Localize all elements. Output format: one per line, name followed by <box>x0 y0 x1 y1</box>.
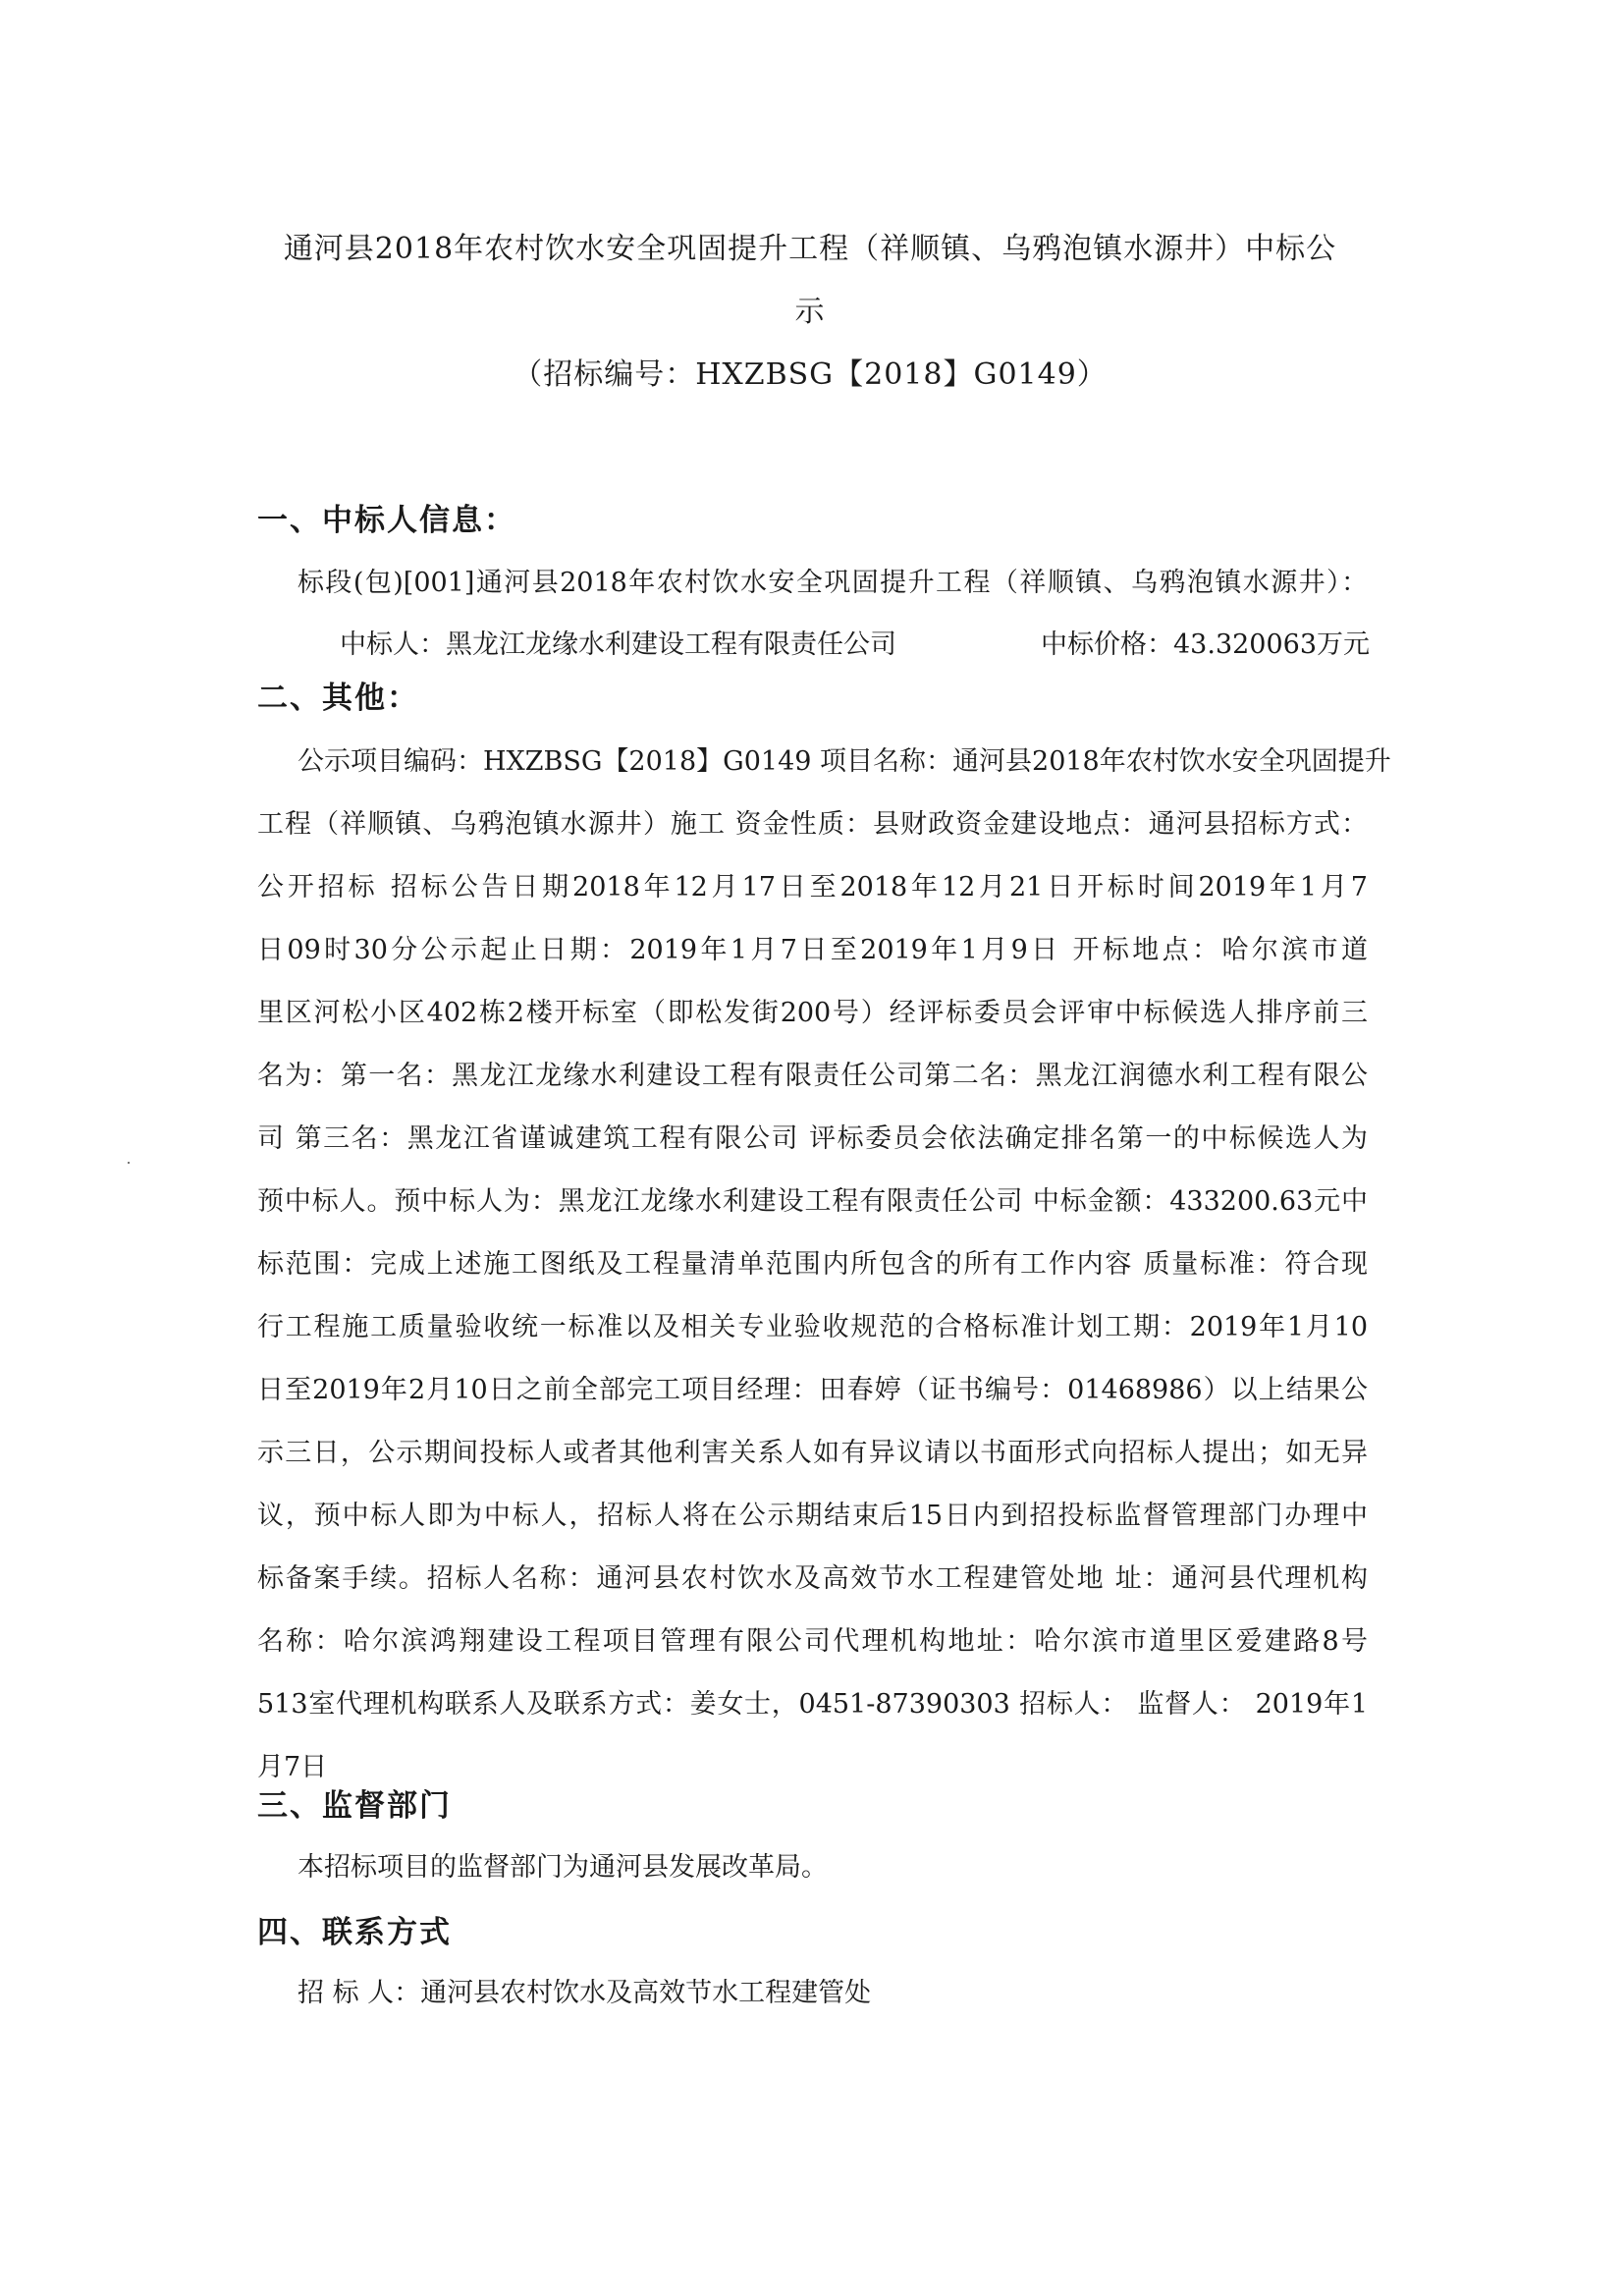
section-heading-other: 二、其他： <box>257 681 419 716</box>
body-paragraph-line: 公开招标 招标公告日期2018年12月17日至2018年12月21日开标时间2019年1月7 <box>257 872 1368 902</box>
body-paragraph-line: 公示项目编码：HXZBSG【2018】G0149 项目名称：通河县2018年农村饮水安全巩固提升 <box>298 746 1391 777</box>
section-heading-supervision: 三、监督部门 <box>257 1788 452 1824</box>
winning-bidder: 中标人：黑龙江龙缘水利建设工程有限责任公司 <box>340 629 896 660</box>
body-paragraph-line: 里区河松小区402栋2楼开标室（即松发街200号）经评标委员会评审中标候选人排序前三 <box>257 998 1368 1028</box>
body-paragraph-line: 名为：第一名：黑龙江龙缘水利建设工程有限责任公司第二名：黑龙江润德水利工程有限公 <box>257 1061 1368 1091</box>
tenderer-contact: 招 标 人：通河县农村饮水及高效节水工程建管处 <box>298 1978 872 2008</box>
body-paragraph-line: 司 第三名：黑龙江省谨诚建筑工程有限公司 评标委员会依法确定排名第一的中标候选人为 <box>257 1123 1368 1154</box>
body-paragraph-line: 513室代理机构联系人及联系方式：姜女士，0451-87390303 招标人： 监督人： 2019年1 <box>257 1689 1368 1720</box>
lot-description: 标段(包)[001]通河县2018年农村饮水安全巩固提升工程（祥顺镇、乌鸦泡镇水源井）： <box>298 568 1368 598</box>
body-paragraph-line: 日09时30分公示起止日期：2019年1月7日至2019年1月9日 开标地点：哈尔滨市道 <box>257 935 1368 965</box>
body-paragraph-line: 示三日，公示期间投标人或者其他利害关系人如有异议请以书面形式向招标人提出；如无异 <box>257 1438 1368 1468</box>
body-paragraph-line: 月7日 <box>257 1752 328 1782</box>
tender-number: （招标编号：HXZBSG【2018】G0149） <box>513 357 1108 392</box>
body-paragraph-line: 名称：哈尔滨鸿翔建设工程项目管理有限公司代理机构地址：哈尔滨市道里区爱建路8号 <box>257 1626 1368 1657</box>
document-title-line-2: 示 <box>794 295 826 329</box>
section-heading-winner-info: 一、中标人信息： <box>257 503 516 538</box>
body-paragraph-line: 标备案手续。招标人名称：通河县农村饮水及高效节水工程建管处地 址：通河县代理机构 <box>257 1563 1368 1594</box>
scan-speck <box>128 1162 130 1164</box>
winning-price: 中标价格：43.320063万元 <box>1041 629 1371 660</box>
section-heading-contact: 四、联系方式 <box>257 1915 452 1950</box>
body-paragraph-line: 预中标人。预中标人为：黑龙江龙缘水利建设工程有限责任公司 中标金额：433200.63元中 <box>257 1186 1368 1217</box>
supervision-department: 本招标项目的监督部门为通河县发展改革局。 <box>298 1852 828 1883</box>
body-paragraph-line: 行工程施工质量验收统一标准以及相关专业验收规范的合格标准计划工期：2019年1月10 <box>257 1312 1368 1342</box>
body-paragraph-line: 工程（祥顺镇、乌鸦泡镇水源井）施工 资金性质：县财政资金建设地点：通河县招标方式： <box>257 809 1368 840</box>
document-title-line-1: 通河县2018年农村饮水安全巩固提升工程（祥顺镇、乌鸦泡镇水源井）中标公 <box>283 232 1337 266</box>
body-paragraph-line: 议，预中标人即为中标人，招标人将在公示期结束后15日内到招投标监督管理部门办理中 <box>257 1501 1368 1531</box>
body-paragraph-line: 标范围：完成上述施工图纸及工程量清单范围内所包含的所有工作内容 质量标准：符合现 <box>257 1249 1368 1280</box>
body-paragraph-line: 日至2019年2月10日之前全部完工项目经理：田春婷（证书编号：01468986）以上结果公 <box>257 1375 1368 1405</box>
